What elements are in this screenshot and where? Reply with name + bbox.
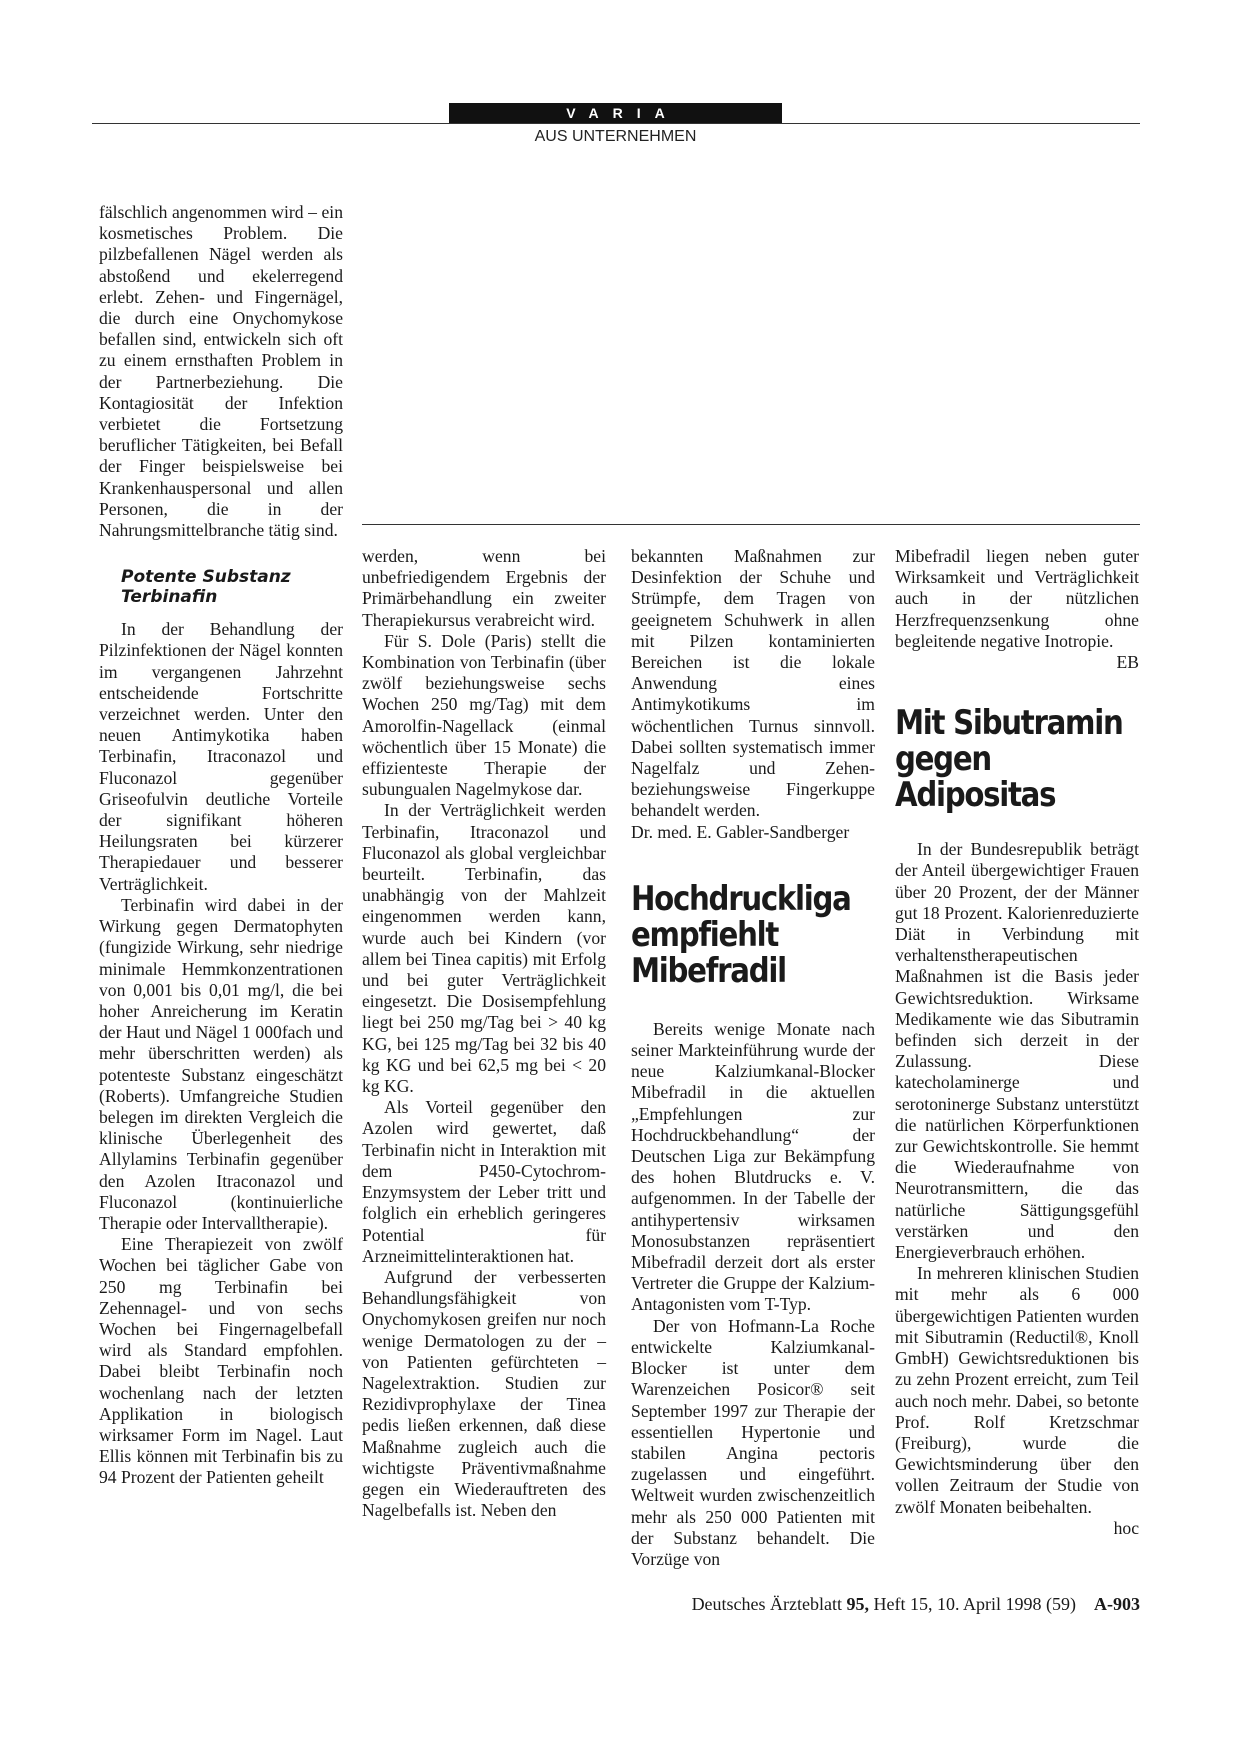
- headline-line-1: Mit Sibutramin: [895, 703, 1123, 744]
- headline-line-3: Adipositas: [895, 775, 1056, 816]
- footer-page-number: A-903: [1094, 1594, 1140, 1614]
- column-rule: [362, 524, 1140, 525]
- headline-line-1: Hochdruckliga: [631, 878, 851, 919]
- page-footer: [620, 1594, 1140, 1615]
- column-4: [895, 546, 1139, 1539]
- article1-paragraph: werden, wenn bei unbefriedigendem Ergebnis der Primärbehandlung ein zweiter Therapiekursus verabreicht wird.: [362, 546, 606, 630]
- article2-paragraph: Mibefradil liegen neben guter Wirksamkeit und Verträglichkeit auch in der nützlichen Herzfrequenzsenkung ohne begleitende negative Inotropie.: [895, 546, 1139, 651]
- article1-paragraph: In der Verträglichkeit werden Terbinafin, Itraconazol und Fluconazol als global vergleichbar beurteilt. Terbinafin, das unabhängig von der Mahlzeit eingenommen werden kann, wurde auch bei Kindern (vor allem bei Tinea capitis) mit Erfolg und bei guter Verträglichkeit eingesetzt. Die Dosisempfehlung liegt bei 250 mg/Tag bei > 40 kg KG, bei 125 mg/Tag bei 32 bis 40 kg KG und bei 62,5 mg bei < 20 kg KG.: [362, 800, 606, 1097]
- section-bar: VARIA: [449, 103, 782, 123]
- footer-issue: Heft 15, 10. April 1998 (59): [873, 1594, 1076, 1614]
- article1-paragraph: Für S. Dole (Paris) stellt die Kombination von Terbinafin (über zwölf beziehungsweise sechs Wochen 250 mg/Tag) mit dem Amorolfin-Nagellack (einmal wöchentlich über 15 Monate) die effizienteste Therapie der subungualen Nagelmykose dar.: [362, 630, 606, 800]
- article1-paragraph: bekannten Maßnahmen zur Desinfektion der Schuhe und Strümpfe, dem Tragen von geeignetem Schuhwerk in allen mit Pilzen kontaminierten Bereichen ist die lokale Anwendung eines Antimykotikums im wöchentlichen Turnus sinnvoll. Dabei sollten systematisch immer Nagelfalz und Zehen- beziehungsweise Fingerkuppe behandelt werden.: [631, 546, 875, 821]
- headline-line-2: gegen: [895, 739, 991, 780]
- article1-paragraph: Terbinafin wird dabei in der Wirkung gegen Dermatophyten (fungizide Wirkung, sehr niedrige minimale Hemmkonzentrationen von 0,001 bis 0,01 mg/l, die bei hoher Anreicherung im Keratin der Haut und Nägel 1 000fach und mehr überschritten werden) als potenteste Substanz eingeschätzt (Roberts). Umfangreiche Studien belegen im direkten Vergleich die klinische Überlegenheit des Allylamins Terbinafin gegenüber den Azolen Itraconazol und Fluconazol (kontinuierliche Therapie oder Intervalltherapie).: [99, 894, 343, 1233]
- column-3: [631, 546, 875, 1570]
- column-1: [99, 202, 343, 1489]
- subheading-line-2: Terbinafin: [121, 587, 218, 608]
- article3-signature: hoc: [1113, 1517, 1139, 1538]
- article1-paragraph: In der Behandlung der Pilzinfektionen der Nägel konnten im vergangenen Jahrzehnt entscheidende Fortschritte verzeichnet werden. Unter den neuen Antimykotika haben Terbinafin, Itraconazol und Fluconazol gegenüber Griseofulvin deutliche Vorteile der signifikant höheren Heilungsraten bei kürzerer Therapiedauer und besserer Verträglichkeit.: [99, 619, 343, 894]
- header-rule: [92, 123, 1140, 124]
- article1-subheading: [121, 567, 343, 607]
- headline-line-2: empfiehlt: [631, 914, 779, 955]
- article3-paragraph: In mehreren klinischen Studien mit mehr als 6 000 übergewichtigen Patienten wurden mit Sibutramin (Reductil®, Knoll GmbH) Gewichtsreduktionen bis zu zehn Prozent erreicht, zum Teil auch noch mehr. Dabei, so betonte Prof. Rolf Kretzschmar (Freiburg), wurde die Gewichtsminderung über den vollen Zeitraum der Studie von zwölf Monaten beibehalten.: [895, 1263, 1139, 1517]
- article1-paragraph: Als Vorteil gegenüber den Azolen wird gewertet, daß Terbinafin nicht in Interaktion mit dem P450-Cytochrom-Enzymsystem der Leber tritt und folglich ein erheblich geringeres Potential für Arzneimittelinteraktionen hat.: [362, 1097, 606, 1266]
- article1-author: Dr. med. E. Gabler-Sandberger: [631, 821, 850, 842]
- article3-paragraph: In der Bundesrepublik beträgt der Anteil übergewichtiger Frauen über 20 Prozent, der der Männer gut 18 Prozent. Kalorienreduzierte Diät in Verbindung mit verhaltenstherapeutischen Maßnahmen ist die Basis jeder Gewichtsreduktion. Wirksame Medikamente wie das Sibutramin befinden sich derzeit in der Zulassung. Diese katecholaminerge und serotoninerge Substanz unterstützt die natürlichen Körperfunktionen zur Gewichtskontrolle. Sie hemmt die Wiederaufnahme von Neurotransmittern, die das natürliche Sättigungsgefühl verstärken und den Energieverbrauch erhöhen.: [895, 839, 1139, 1263]
- article2-paragraph: Bereits wenige Monate nach seiner Markteinführung wurde der neue Kalziumkanal-Blocker Mibefradil in die aktuellen „Empfehlungen zur Hochdruckbehandlung“ der Deutschen Liga zur Bekämpfung des hohen Blutdrucks e. V. aufgenommen. In der Tabelle der antihypertensiv wirksamen Monosubstanzen repräsentiert Mibefradil derzeit dort als erster Vertreter die Gruppe der Kalzium-Antagonisten vom T-Typ.: [631, 1018, 875, 1315]
- headline-line-3: Mibefradil: [631, 950, 786, 991]
- footer-journal: Deutsches Ärzteblatt: [691, 1594, 843, 1614]
- section-subtitle: AUS UNTERNEHMEN: [534, 128, 697, 145]
- footer-volume: 95,: [846, 1594, 870, 1614]
- article1-paragraph: Eine Therapiezeit von zwölf Wochen bei täglicher Gabe von 250 mg Terbinafin bei Zehennagel- und von sechs Wochen bei Fingernagelbefall wird als Standard empfohlen. Dabei bleibt Terbinafin noch wochenlang nach der letzten Applikation in biologisch wirksamer Form im Nagel. Laut Ellis können mit Terbinafin bis zu 94 Prozent der Patienten geheilt: [99, 1234, 343, 1488]
- subheading-line-1: Potente Substanz: [121, 567, 291, 588]
- column-2: [362, 546, 606, 1521]
- article2-signature: EB: [1116, 652, 1139, 673]
- article3-headline: [895, 703, 1144, 816]
- article1-intro-paragraph: fälschlich angenommen wird – ein kosmetisches Problem. Die pilzbefallenen Nägel werden als abstoßend und ekelerregend erlebt. Zehen- und Fingernägel, die durch eine Onychomykose befallen sind, entwickeln sich oft zu einem ernsthaften Problem in der Partnerbeziehung. Die Kontagiosität der Infektion verbietet die Fortsetzung beruflicher Tätigkeiten, bei Befall der Finger beispielsweise bei Krankenhauspersonal und allen Personen, die in der Nahrungsmittelbranche tätig sind.: [99, 202, 343, 541]
- article2-headline: [631, 878, 880, 991]
- article2-paragraph: Der von Hofmann-La Roche entwickelte Kalziumkanal-Blocker ist unter dem Warenzeichen Posicor® seit September 1997 zur Therapie der essentiellen Hypertonie und stabilen Angina pectoris zugelassen und eingeführt. Weltweit wurden zwischenzeitlich mehr als 250 000 Patienten mit der Substanz behandelt. Die Vorzüge von: [631, 1315, 875, 1569]
- article1-paragraph: Aufgrund der verbesserten Behandlungsfähigkeit von Onychomykosen greifen nur noch wenige Dermatologen zu der – von Patienten gefürchteten – Nagelextraktion. Studien zur Rezidivprophylaxe der Tinea pedis ließen erkennen, daß diese Maßnahme zugleich auch die wichtigste Präventivmaßnahme gegen ein Wiederauftreten des Nagelbefalls ist. Neben den: [362, 1266, 606, 1521]
